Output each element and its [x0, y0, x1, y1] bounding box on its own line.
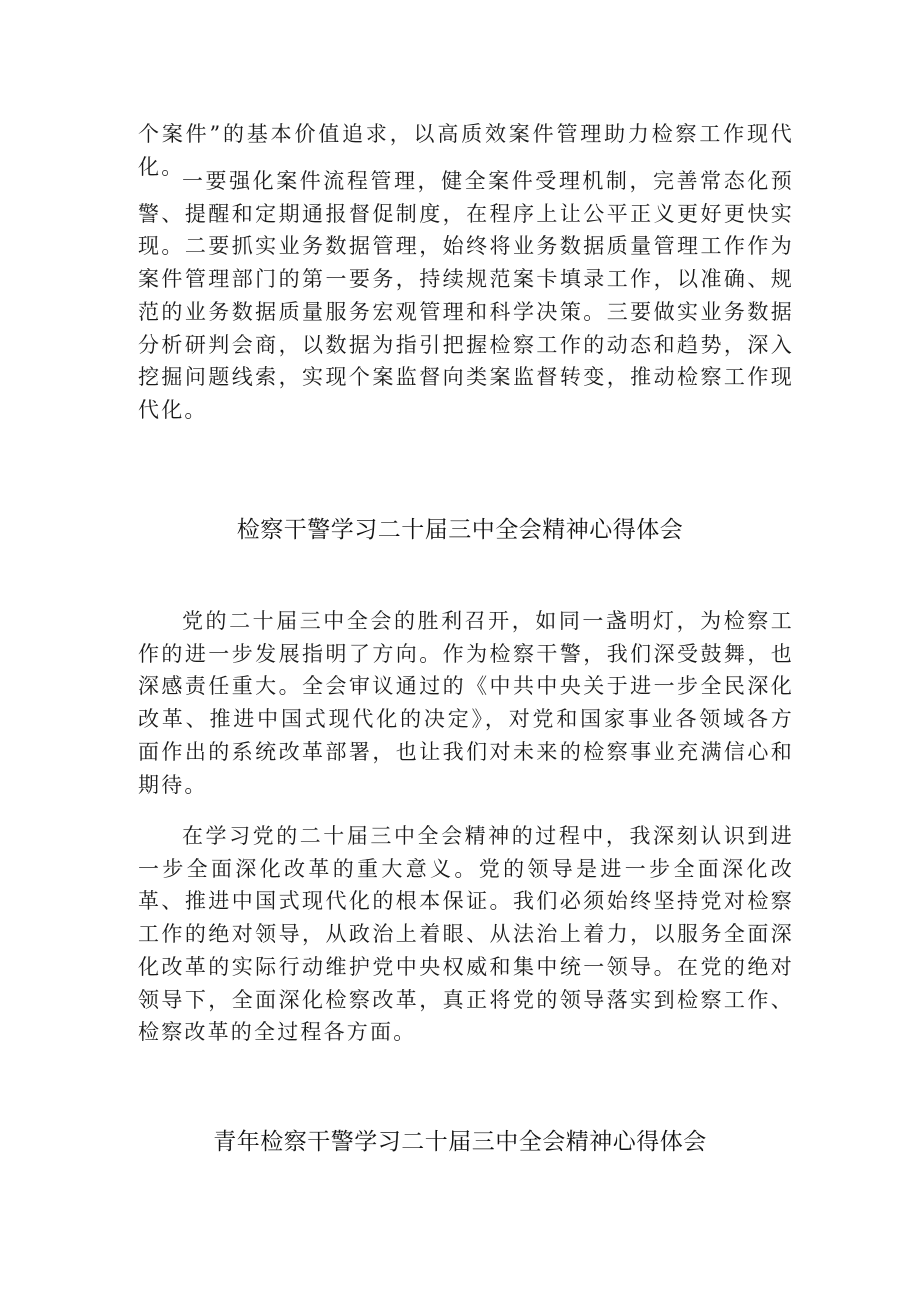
section-title-2: 青年检察干警学习二十届三中全会精神心得体会	[213, 1129, 707, 1155]
section-title-1: 检察干警学习二十届三中全会精神心得体会	[236, 517, 684, 543]
paragraph-party-leadership: 在学习党的二十届三中全会精神的过程中，我深刻认识到进一步全面深化改革的重大意义。党的领导是进一步全面深化改革、推进中国式现代化的根本保证。我们必须始终坚持党对检察工作的绝对领导，从政治上着眼、从法治上着力，以服务全面深化改革的实际行动维护党中央权威和集中统一领导。在党的绝对领导下，全面深化检察改革，真正将党的领导落实到检察工作、检察改革的全过程各方面。	[138, 824, 794, 1045]
paragraph-continuation: 个案件”的基本价值追求，以高质效案件管理助力检察工作现代化。	[138, 122, 794, 179]
paragraph-plenum-intro: 党的二十届三中全会的胜利召开，如同一盏明灯，为检察工作的进一步发展指明了方向。作为检察干警，我们深受鼓舞，也深感责任重大。全会审议通过的《中共中央关于进一步全民深化改革、推进中国式现代化的决定》，对党和国家事业各领域各方面作出的系统改革部署，也让我们对未来的检察事业充满信心和期待。	[138, 609, 794, 797]
paragraph-case-management: 一要强化案件流程管理，健全案件受理机制，完善常态化预警、提醒和定期通报督促制度，在程序上让公平正义更好更快实现。二要抓实业务数据管理，始终将业务数据质量管理工作作为案件管理部门的第一要务，持续规范案卡填录工作，以准确、规范的业务数据质量服务宏观管理和科学决策。三要做实业务数据分析研判会商，以数据为指引把握检察工作的动态和趋势，深入挖掘问题线索，实现个案监督向类案监督转变，推动检察工作现代化。	[138, 169, 794, 422]
